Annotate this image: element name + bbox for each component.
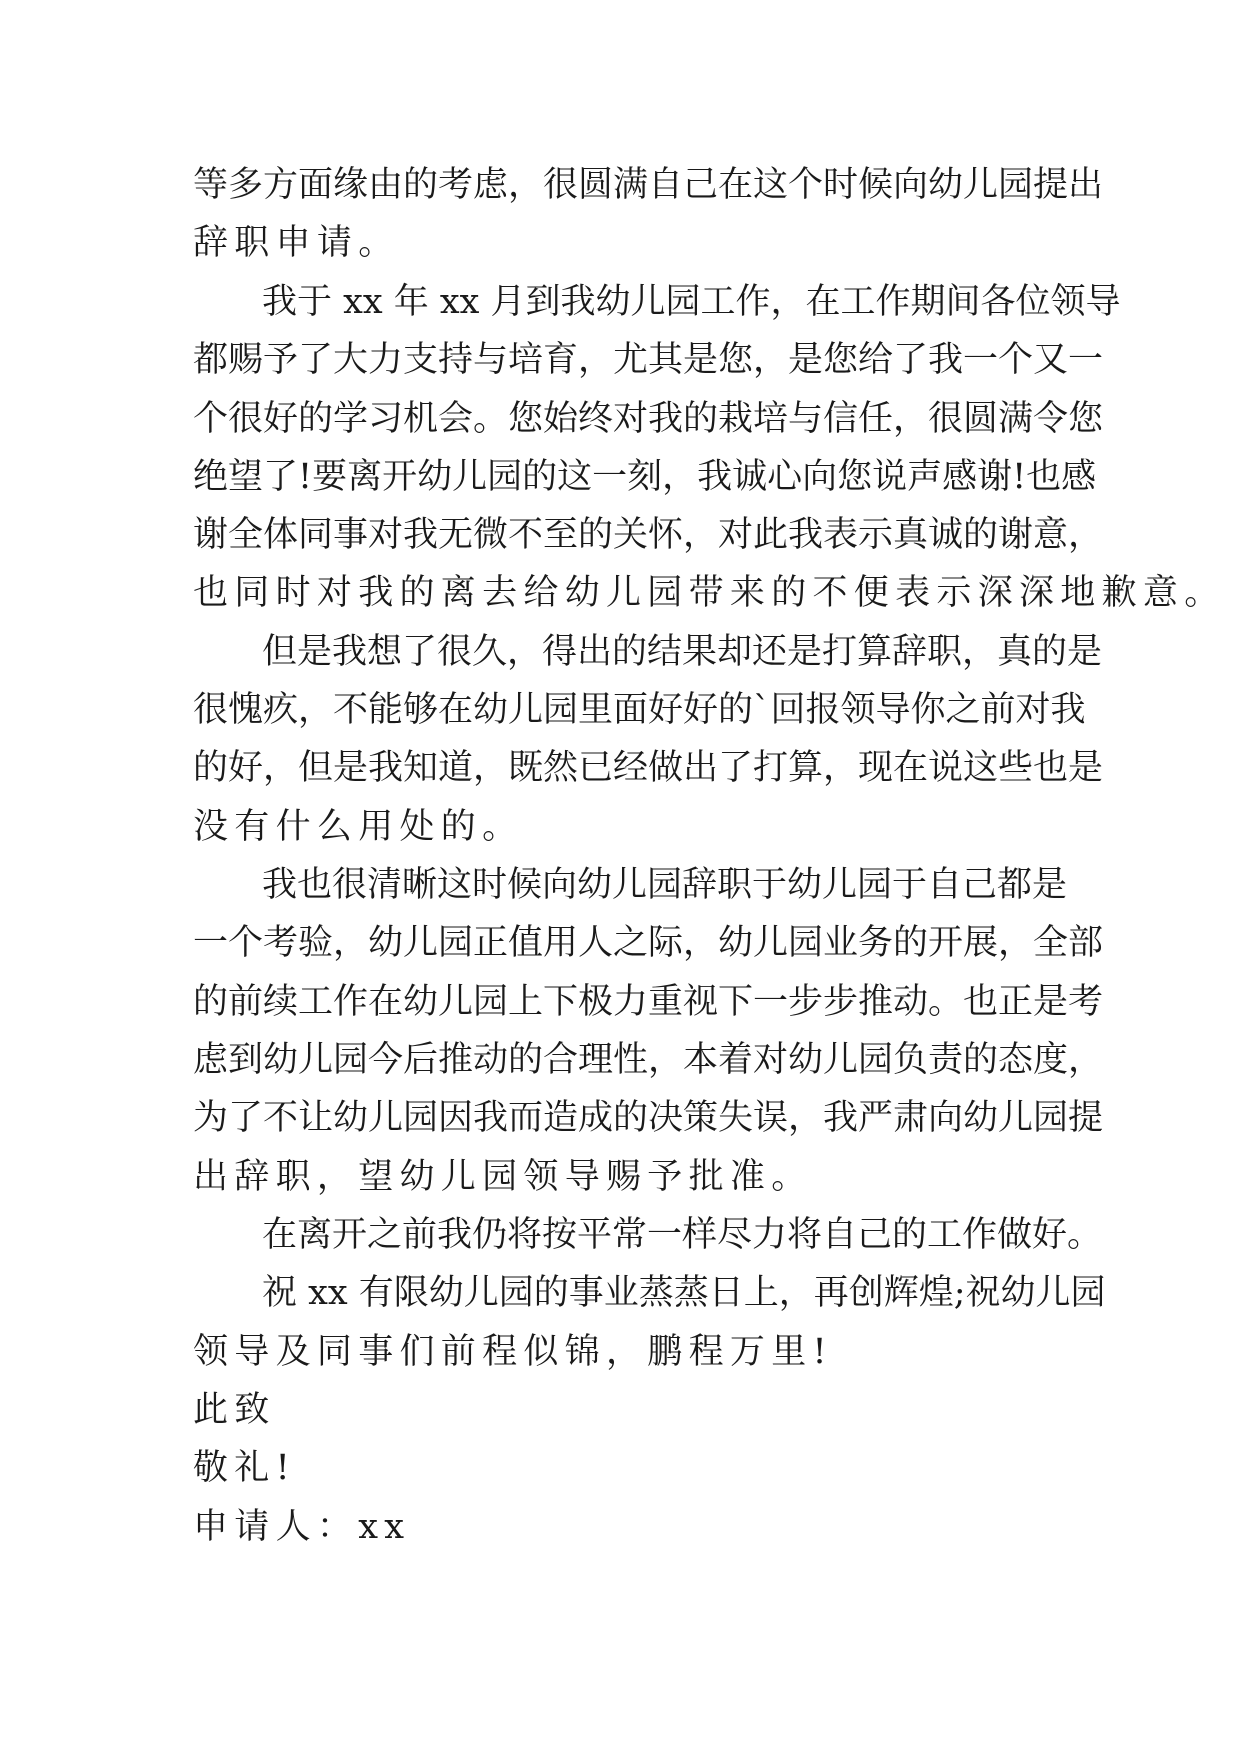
paragraph-first-line: 在离开之前我仍将按平常一样尽力将自己的工作做好。 <box>262 1215 1103 1255</box>
body-line: 辞职申请。 <box>193 223 400 263</box>
body-line: 也同时对我的离去给幼儿园带来的不便表示深深地歉意。 <box>193 573 1226 613</box>
body-line: 的前续工作在幼儿园上下极力重视下一步步推动。也正是考 <box>193 982 1104 1022</box>
body-line: 很愧疚，不能够在幼儿园里面好好的`回报领导你之前对我 <box>193 690 1086 730</box>
paragraph-first-line: 我也很清晰这时候向幼儿园辞职于幼儿园于自己都是 <box>262 865 1068 905</box>
body-line: 虑到幼儿园今后推动的合理性，本着对幼儿园负责的态度， <box>193 1040 1104 1080</box>
body-line: 领导及同事们前程似锦，鹏程万里! <box>193 1332 833 1372</box>
body-line: 个很好的学习机会。您始终对我的栽培与信任，很圆满令您 <box>193 399 1104 439</box>
body-line: 的好，但是我知道，既然已经做出了打算，现在说这些也是 <box>193 748 1104 788</box>
salutation-line: 敬礼! <box>193 1448 296 1488</box>
body-line: 谢全体同事对我无微不至的关怀，对此我表示真诚的谢意， <box>193 515 1104 555</box>
paragraph-first-line: 我于 xx 年 xx 月到我幼儿园工作，在工作期间各位领导 <box>262 282 1121 322</box>
body-line: 出辞职，望幼儿园领导赐予批准。 <box>193 1157 813 1197</box>
applicant-line: 申请人：xx <box>193 1507 411 1547</box>
body-line: 没有什么用处的。 <box>193 807 524 847</box>
body-line: 都赐予了大力支持与培育，尤其是您，是您给了我一个又一 <box>193 340 1104 380</box>
paragraph-first-line: 但是我想了很久，得出的结果却还是打算辞职，真的是 <box>262 632 1103 672</box>
body-line: 为了不让幼儿园因我而造成的决策失误，我严肃向幼儿园提 <box>193 1098 1104 1138</box>
body-line: 一个考验，幼儿园正值用人之际，幼儿园业务的开展，全部 <box>193 923 1104 963</box>
paragraph-first-line: 祝 xx 有限幼儿园的事业蒸蒸日上，再创辉煌;祝幼儿园 <box>262 1273 1106 1313</box>
body-line: 等多方面缘由的考虑，很圆满自己在这个时候向幼儿园提出 <box>193 165 1104 205</box>
closing-line: 此致 <box>193 1390 276 1430</box>
body-line: 绝望了!要离开幼儿园的这一刻，我诚心向您说声感谢!也感 <box>193 457 1097 497</box>
